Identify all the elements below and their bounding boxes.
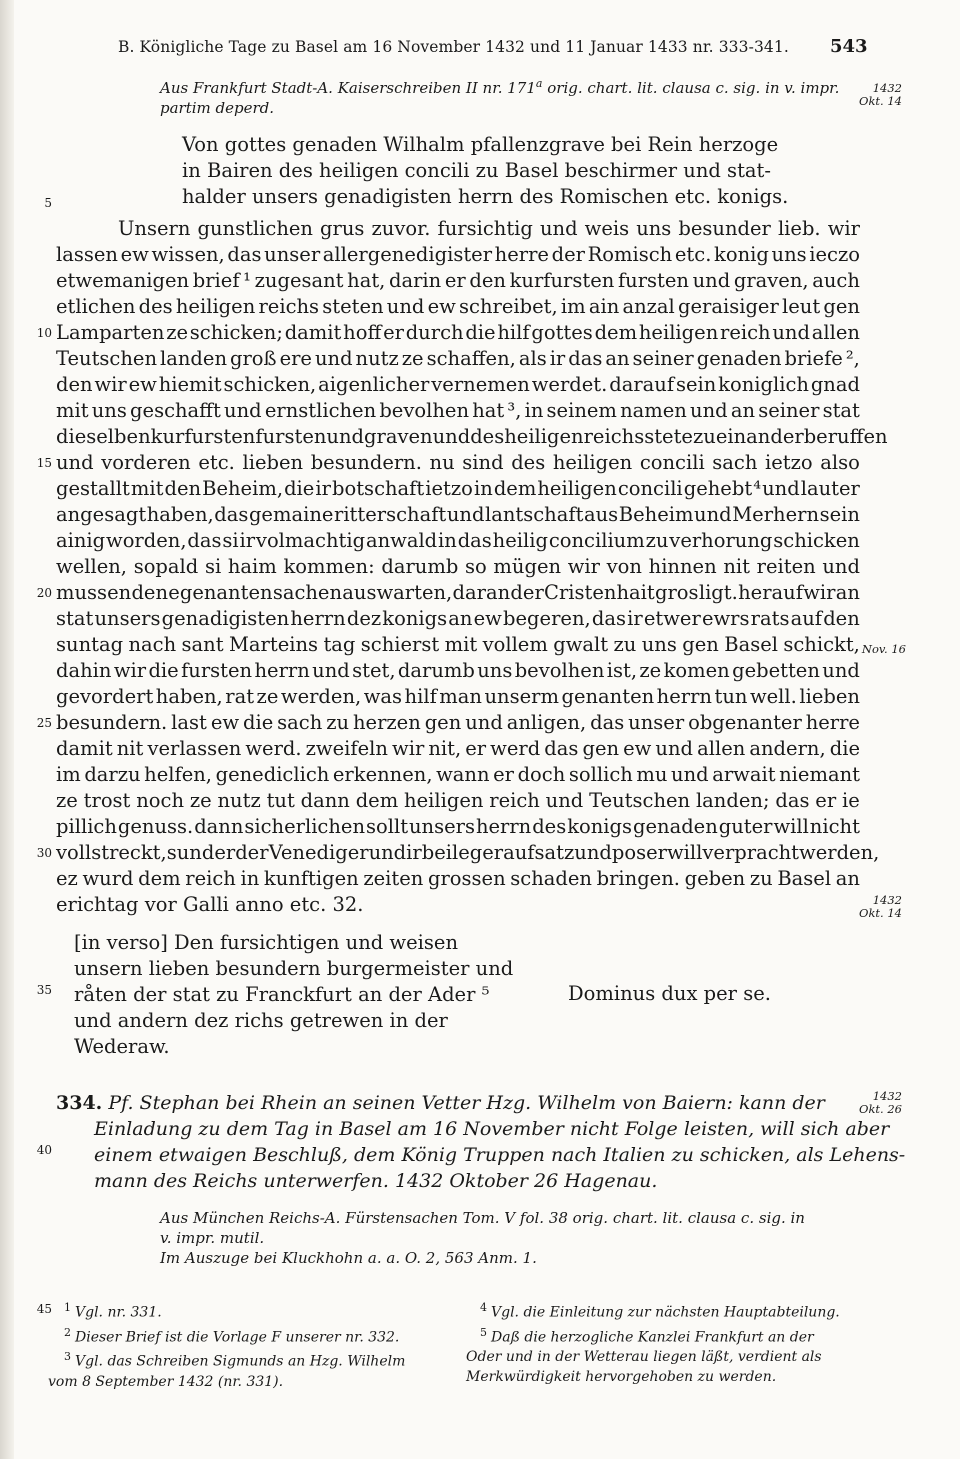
footnote-number: 1	[64, 1301, 71, 1314]
margin-date-1	[846, 82, 902, 108]
margin-date-3-year: 1432	[872, 893, 902, 907]
body-line: dahin wir die fursten herrn und stet, darumb uns bevolhen ist, ze komen gebetten und	[56, 659, 860, 682]
body-line: angesagt haben, das gemaine ritterschaft und lantschaft aus Beheim und Merhern sein	[56, 503, 860, 526]
body-line: pillich genuss. dann sicherlichen sollt unsers herrn des konigs genaden guter will nicht	[56, 815, 860, 838]
footnote-number: 2	[64, 1325, 71, 1339]
footnote-text: Merkwürdigkeit hervorgehoben zu werden.	[466, 1369, 777, 1386]
source-note-line1b: orig. chart. lit. clausa c. sig. in v. impr.	[547, 79, 840, 97]
footnotes-right	[466, 1298, 840, 1387]
margin-date-1-year: 1432	[872, 81, 902, 95]
running-title: B. Königliche Tage zu Basel am 16 November 1432 und 11 Januar 1433 nr. 333-341.	[118, 38, 789, 56]
body-line: dieselben kurfursten fursten und graven und des heiligen reichs stete zu einander beruffen	[56, 425, 888, 448]
line-number-15: 15	[36, 456, 52, 470]
body-line: Unsern gunstlichen grus zuvor. fursichtig und weis uns besunder lieb. wir	[118, 217, 860, 240]
body-line: wellen, sopald si haim kommen: darumb so mügen wir von hinnen nit reiten und	[56, 555, 860, 578]
footnote-number: 3	[64, 1350, 71, 1364]
source-note-line1: Aus Frankfurt Stadt-A. Kaiserschreiben II nr. 171	[160, 79, 536, 97]
verso-line: råten der stat zu Franckfurt an der Ader ⁵	[74, 983, 490, 1006]
entry-334-source	[160, 1208, 860, 1268]
footnote-text: Vgl. das Schreiben Sigmunds an Hzg. Wilhelm	[75, 1353, 406, 1370]
line-number-35: 35	[36, 983, 52, 997]
entry-source-line: Aus München Reichs-A. Fürstensachen Tom. V fol. 38 orig. chart. lit. clausa c. sig. in	[160, 1209, 805, 1227]
body-line: mussen den egenanten sachen auswarten, daran der Cristenhait gros ligt. herauf wir an	[56, 581, 860, 604]
footnote-number: 5	[480, 1325, 487, 1339]
line-number-5: 5	[44, 196, 52, 210]
verso-line: [in verso] Den fursichtigen und weisen	[74, 931, 459, 954]
footnote-text: vom 8 September 1432 (nr. 331).	[48, 1373, 284, 1390]
page-edge-shadow	[0, 0, 14, 1459]
body-line: damit nit verlassen werd. zweifeln wir nit, er werd das gen ew und allen andern, die	[56, 737, 860, 760]
entry-line: einem etwaigen Beschluß, dem König Truppen nach Italien zu schicken, als Lehens-	[94, 1144, 906, 1166]
footnote-text: Daß die herzogliche Kanzlei Frankfurt an der	[491, 1329, 814, 1346]
body-line: erichtag vor Galli anno etc. 32.	[56, 893, 364, 916]
body-line: mit uns geschafft und ernstlichen bevolhen hat ³, in seinem namen und an seiner stat	[56, 399, 860, 422]
line-number-10: 10	[36, 326, 52, 340]
body-line: und vorderen etc. lieben besundern. nu sind des heiligen concili sach ietzo also	[56, 451, 860, 474]
entry-number: 334.	[56, 1092, 103, 1114]
body-line: suntag nach sant Marteins tag schierst mit vollem gwalt zu uns gen Basel schickt,	[56, 633, 860, 656]
title-line: halder unsers genadigisten herrn des Romischen etc. konigs.	[182, 185, 789, 208]
body-line: ez wurd dem reich in kunftigen zeiten grossen schaden bringen. geben zu Basel an	[56, 867, 860, 890]
margin-date-4-day: Okt. 26	[859, 1102, 902, 1116]
footnote-text: Vgl. nr. 331.	[75, 1304, 162, 1321]
footnotes-left	[48, 1298, 406, 1392]
footnote-text: Dieser Brief ist die Vorlage F unserer nr. 332.	[75, 1329, 400, 1346]
body-line: Teutschen landen groß ere und nutz ze schaffen, als ir das an seiner genaden briefe ²,	[56, 347, 860, 370]
margin-date-2-day: Nov. 16	[861, 642, 906, 656]
body-line: besundern. last ew die sach zu herzen gen und anligen, das unser obgenanter herre	[56, 711, 860, 734]
body-line: ainig worden, das si ir volmachtig anwald in das heilig concilium zu verhorung schicken	[56, 529, 860, 552]
line-number-20: 20	[36, 586, 52, 600]
footnote-number: 4	[480, 1301, 487, 1314]
body-line: gestallt mit den Beheim, die ir botschaft ietzo in dem heiligen concili gehebt ⁴ und lauter	[56, 477, 860, 500]
line-number-25: 25	[36, 716, 52, 730]
entry-source-line: v. impr. mutil.	[160, 1229, 265, 1247]
title-line: Von gottes genaden Wilhalm pfallenzgrave bei Rein herzoge	[182, 133, 779, 156]
title-line: in Bairen des heiligen concili zu Basel beschirmer und stat-	[182, 159, 771, 182]
source-note	[160, 78, 860, 118]
verso-line: Wederaw.	[74, 1035, 170, 1058]
line-number-45: 45	[36, 1302, 52, 1316]
verso-line: und andern dez richs getrewen in der	[74, 1009, 448, 1032]
margin-date-1-day: Okt. 14	[859, 94, 902, 108]
body-line: gevordert haben, rat ze werden, was hilf man unserm genanten herrn tun well. lieben	[56, 685, 860, 708]
body-line: ze trost noch ze nutz tut dann dem heiligen reich und Teutschen landen; das er ie	[56, 789, 860, 812]
body-line: stat unsers genadigisten herrn dez konigs an ew begeren, das ir etwer ewrs rats auf den	[56, 607, 860, 630]
margin-date-4-year: 1432	[872, 1089, 902, 1103]
entry-line: mann des Reichs unterwerfen. 1432 Oktober 26 Hagenau.	[94, 1170, 658, 1192]
verso-address	[74, 930, 513, 1060]
source-note-sup: a	[535, 77, 543, 90]
body-line: im darzu helfen, genediclich erkennen, wann er doch sollich mu und arwait niemant	[56, 763, 860, 786]
entry-line: Pf. Stephan bei Rhein an seinen Vetter Hzg. Wilhelm von Baiern: kann der	[108, 1092, 825, 1114]
body-line: lassen ew wissen, das unser allergenedigister herre der Romisch etc. konig uns ieczo	[56, 243, 860, 266]
page-number: 543	[830, 36, 868, 57]
footnote-text: Oder und in der Wetterau liegen läßt, verdient als	[466, 1349, 822, 1366]
line-number-30: 30	[36, 846, 52, 860]
body-line: den wir ew hiemit schicken, aigenlicher vernemen werdet. darauf sein koniglich gnad	[56, 373, 860, 396]
body-line: etwemanigen brief ¹ zugesant hat, darin er den kurfursten fursten und graven, auch	[56, 269, 860, 292]
letter-title	[182, 132, 788, 210]
line-number-40: 40	[36, 1143, 52, 1157]
verso-line: unsern lieben besundern burgermeister und	[74, 957, 514, 980]
body-line: vollstreckt, sunder der Venediger und ir beileger aufsatz und poser will verpracht werden,	[56, 841, 880, 864]
footnote-text: Vgl. die Einleitung zur nächsten Hauptabteilung.	[491, 1304, 840, 1321]
entry-line: Einladung zu dem Tag in Basel am 16 November nicht Folge leisten, will sich aber	[94, 1118, 890, 1140]
entry-source-line: Im Auszuge bei Kluckhohn a. a. O. 2, 563 Anm. 1.	[160, 1249, 537, 1267]
body-line: etlichen des heiligen reichs steten und ew schreibet, im ain anzal geraisiger leut gen	[56, 295, 860, 318]
margin-date-3-day: Okt. 14	[859, 906, 902, 920]
dominus-note: Dominus dux per se.	[568, 982, 771, 1005]
body-line: Lamparten ze schicken; damit hoff er durch die hilf gottes dem heiligen reich und allen	[56, 321, 860, 344]
source-note-line2: partim deperd.	[160, 99, 275, 117]
